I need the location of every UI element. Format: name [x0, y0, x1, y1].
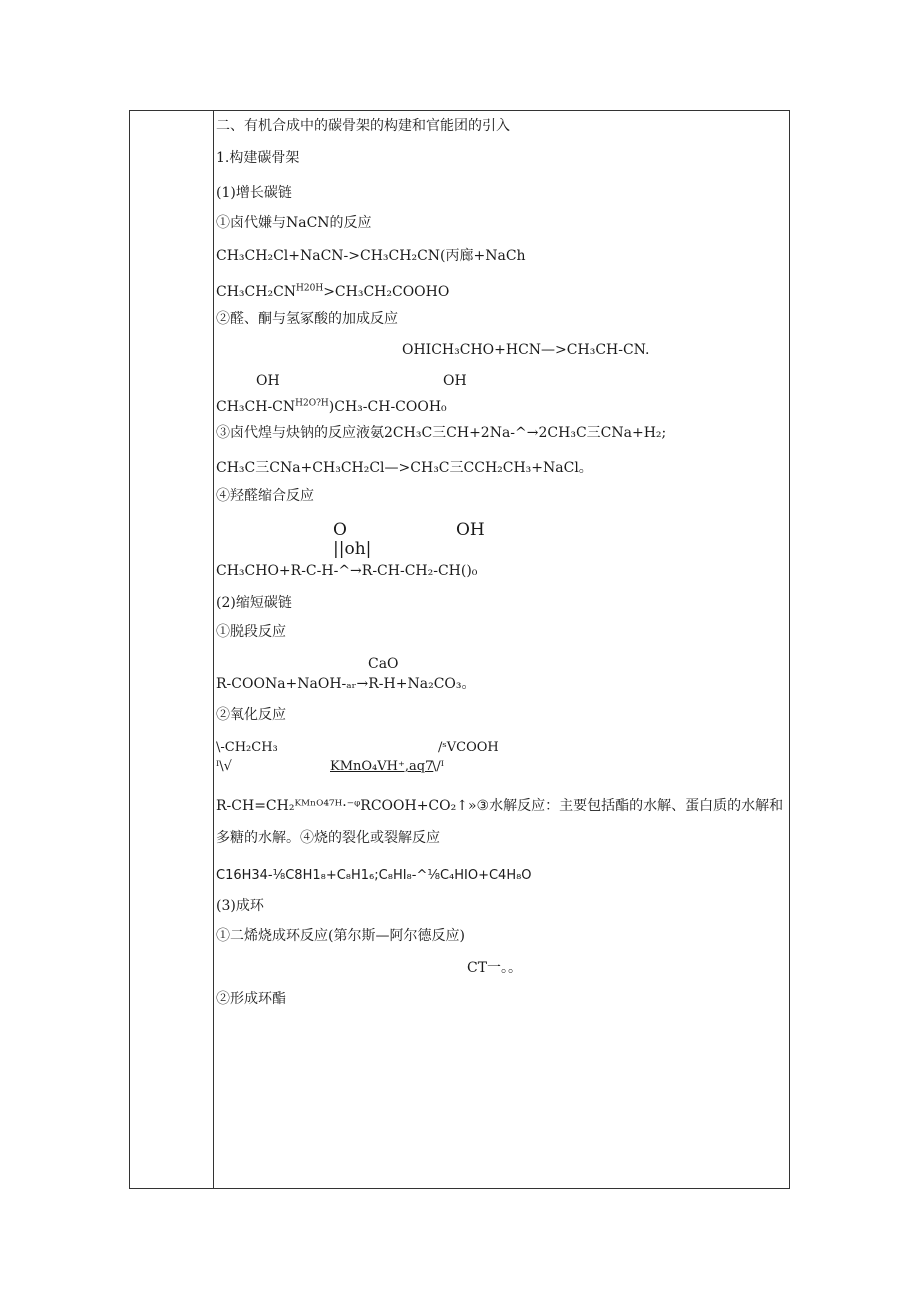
item-cyclic-ester: ②形成环酯	[216, 991, 286, 1007]
equation-6-line1: R-CH=CH₂ᴷᴹⁿᴼ⁴⁷ᴴ·⁻ᵠRCOOH+CO₂↑»③水解反应：主要包括酯的水解、蛋白质的水解和	[216, 798, 784, 814]
equation-1b: $CH_3CH_2CN^{H20H}>CH_3CH_2COOHO$	[216, 283, 450, 300]
equation-6-ring-left: ᴵ\√	[216, 759, 232, 774]
equation-6-reagent: KMnO₄VH⁺,aq7	[330, 759, 434, 774]
equation-4-oxygen: O	[333, 520, 347, 540]
item-oxidation: ②氧化反应	[216, 707, 286, 723]
item-diels-alder: ①二烯烧成环反应(第尔斯—阿尔德反应)	[216, 928, 465, 944]
equation-2-oh-right: OH	[443, 373, 467, 389]
equation-3: CH₃C三CNa+CH₃CH₂Cl—>CH₃C三CCH₂CH₃+NaCl。	[216, 460, 593, 476]
equation-5-catalyst: CaO	[368, 656, 399, 672]
item-decarboxylation: ①脱段反应	[216, 624, 286, 640]
equation-2-oh-left: OH	[256, 373, 280, 389]
sub-heading-shorten: (2)缩短碳链	[216, 595, 292, 611]
equation-4-bonds: ||oh|	[333, 539, 372, 559]
equation-5: R-COONa+NaOH-ₐᵣ→R-H+Na₂CO₃。	[216, 676, 476, 692]
item-alkyne-sodium: ③卤代煌与炔钠的反应液氨2CH₃C三CH+2Na-^→2CH₃C三CNa+H₂;	[216, 425, 667, 441]
equation-4: CH₃CHO+R-C-H-^→R-CH-CH₂-CH()₀	[216, 563, 478, 579]
equation-7: C16H34-⅛C8H1₈+C₈H1₆;C₈HI₈-^⅛C₄HIO+C4H₈O	[216, 868, 532, 883]
heading-build-skeleton: 1.构建碳骨架	[216, 150, 300, 166]
equation-1a: CH₃CH₂Cl+NaCN->CH₃CH₂CN(丙廊+NaCh	[216, 248, 526, 264]
equation-6-reactant: \-CH₂CH₃	[216, 740, 278, 755]
equation-8: CT一。。	[467, 960, 523, 976]
equation-2a: OHICH₃CHO+HCN—>CH₃CH-CN.	[402, 342, 650, 358]
section-title: 二、有机合成中的碳骨架的构建和官能团的引入	[216, 118, 510, 134]
sub-heading-lengthen: (1)增长碳链	[216, 185, 292, 201]
equation-4-oh: OH	[456, 520, 485, 540]
item-aldehyde-hcn: ②醛、酮与氢冢酸的加成反应	[216, 311, 398, 327]
equation-6-ring-right: \/ᴵ	[432, 759, 444, 774]
item-aldol: ④羟醛缩合反应	[216, 488, 314, 504]
sub-heading-ring: (3)成环	[216, 898, 264, 914]
equation-2b: CH₃CH-$CN^{H2O?H})CH_3-CH$-COOH₀	[216, 398, 447, 415]
content-table	[129, 110, 790, 1189]
item-halide-nacn: ①卤代嫌与NaCN的反应	[216, 215, 372, 231]
column-divider	[213, 110, 214, 1189]
equation-6-product: /ˢVCOOH	[438, 740, 499, 755]
equation-6-line2: 多糖的水解。④烧的裂化或裂解反应	[216, 830, 440, 846]
